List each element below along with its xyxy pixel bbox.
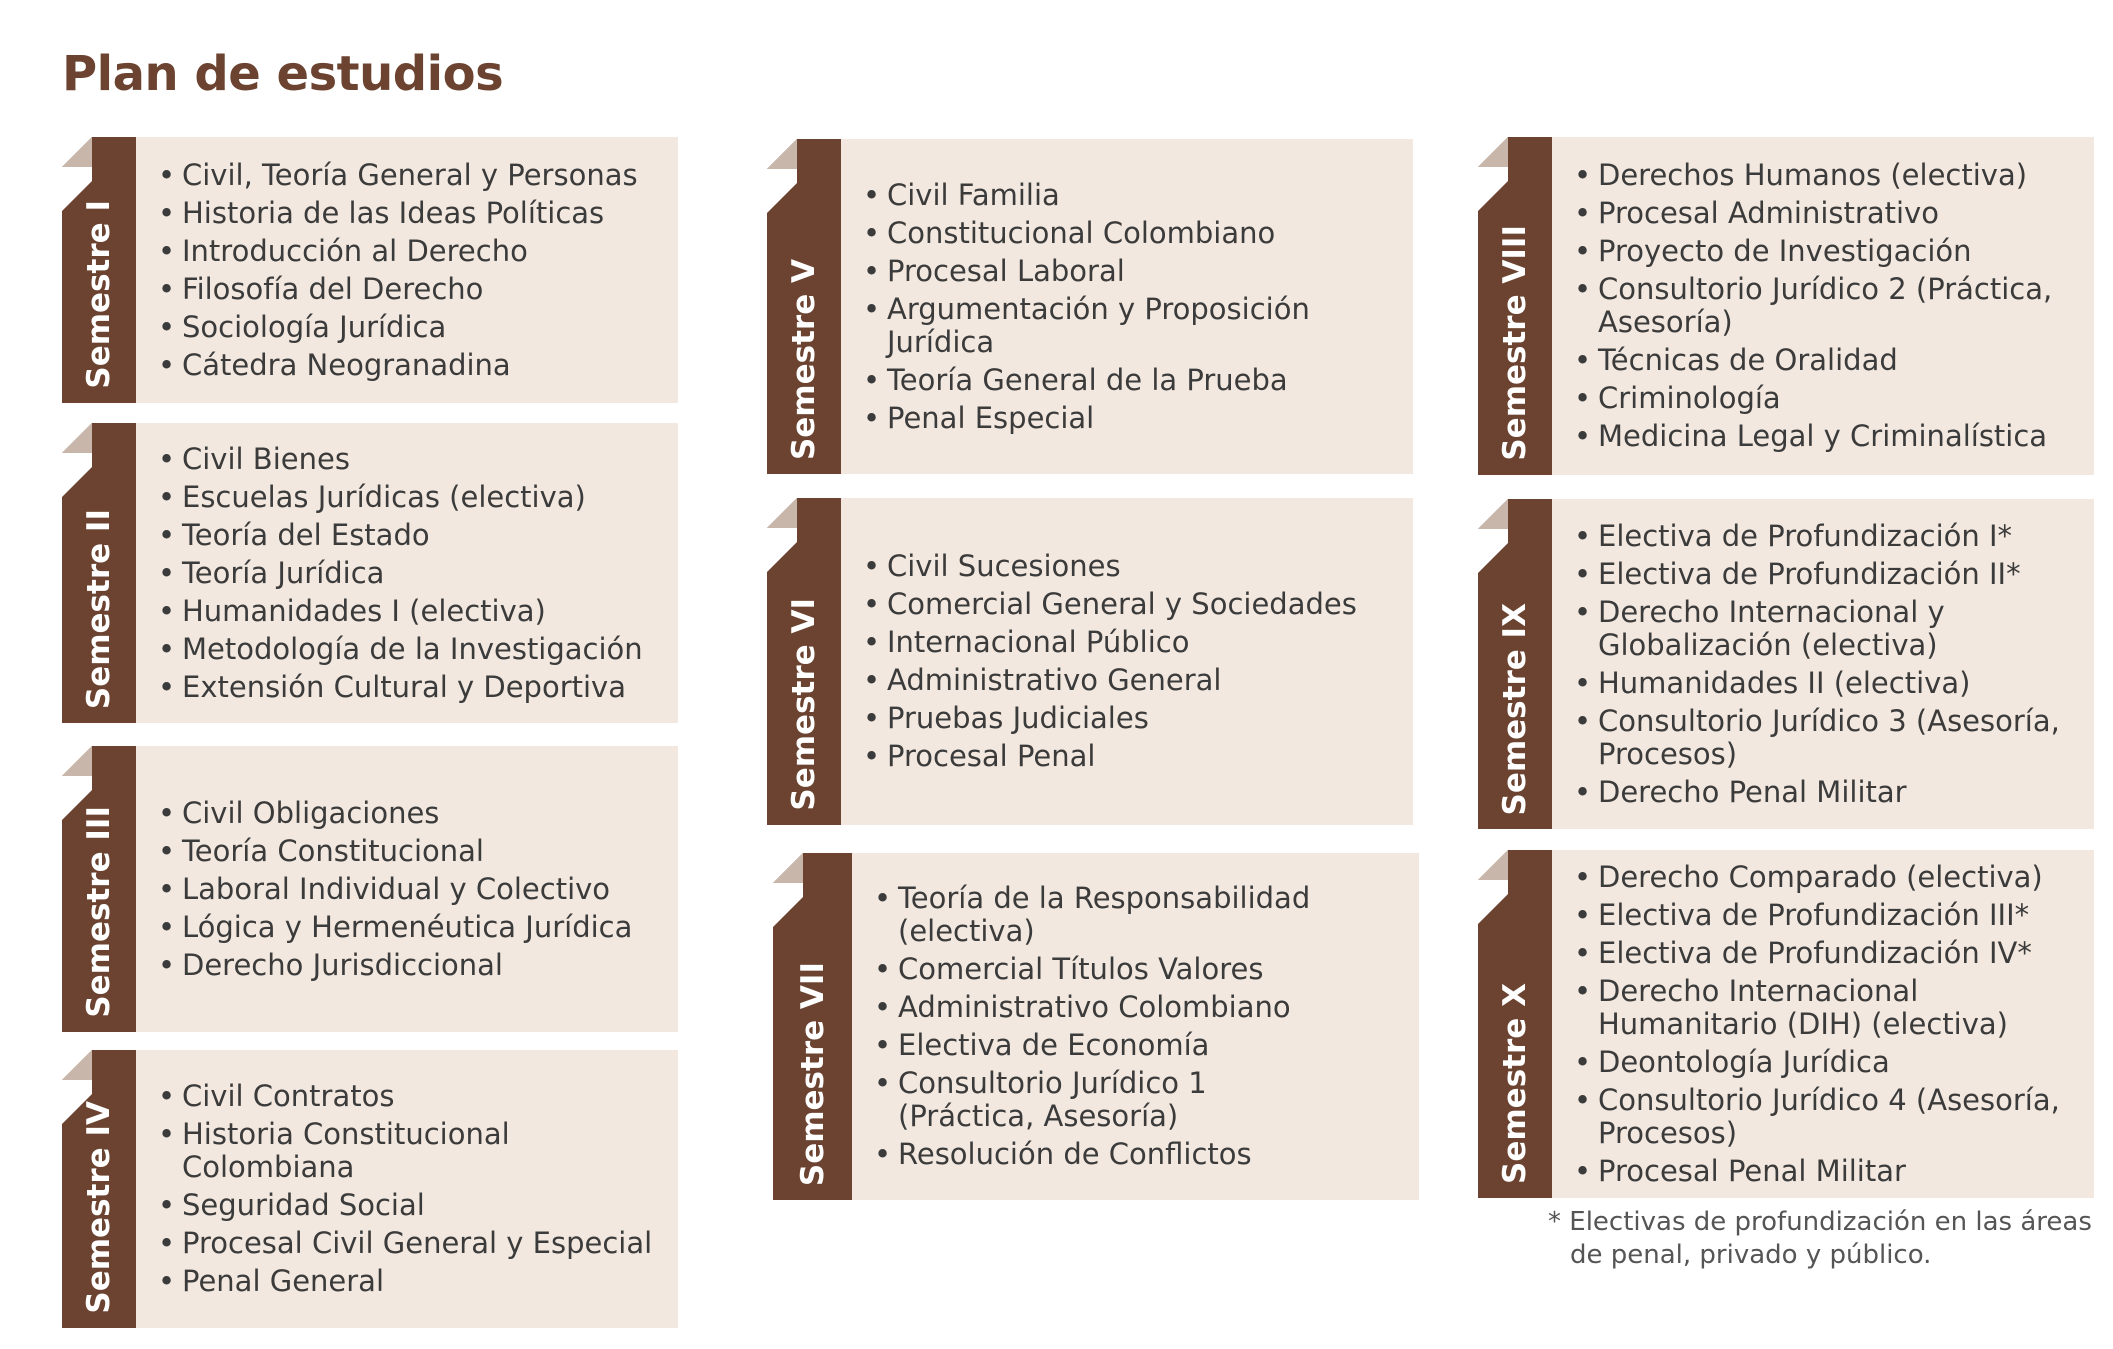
- semester-tab: [1478, 499, 1552, 829]
- course-item: • Introducción al Derecho: [158, 235, 638, 268]
- course-item: • Derecho Jurisdiccional: [158, 949, 632, 982]
- course-item: • Consultorio Jurídico 3 (Asesoría, Procesos): [1574, 705, 2074, 771]
- course-item: • Penal General: [158, 1265, 668, 1298]
- semester-tab: [62, 746, 136, 1032]
- semester-card-5: [767, 139, 1413, 474]
- course-item: • Civil, Teoría General y Personas: [158, 159, 638, 192]
- course-item: • Administrativo Colombiano: [874, 991, 1344, 1024]
- course-item: • Consultorio Jurídico 4 (Asesoría, Procesos): [1574, 1084, 2084, 1150]
- course-item: • Derecho Penal Militar: [1574, 776, 2074, 809]
- course-item: • Procesal Penal Militar: [1574, 1155, 2084, 1188]
- course-item: • Civil Familia: [863, 179, 1333, 212]
- course-item: • Penal Especial: [863, 402, 1333, 435]
- semester-label: Semestre III: [81, 806, 117, 1018]
- course-list: [136, 1075, 678, 1303]
- semester-card-8: [1478, 137, 2094, 475]
- semester-label: Semestre IV: [81, 1101, 117, 1314]
- course-item: • Procesal Civil General y Especial: [158, 1227, 668, 1260]
- course-item: • Electiva de Profundización I*: [1574, 520, 2074, 553]
- course-item: • Constitucional Colombiano: [863, 217, 1333, 250]
- semester-tab: [1478, 850, 1552, 1198]
- course-item: • Escuelas Jurídicas (electiva): [158, 481, 643, 514]
- course-item: • Teoría Constitucional: [158, 835, 632, 868]
- semester-label: Semestre II: [81, 508, 117, 709]
- course-item: • Humanidades II (electiva): [1574, 667, 2074, 700]
- course-item: • Técnicas de Oralidad: [1574, 344, 2074, 377]
- course-item: • Sociología Jurídica: [158, 311, 638, 344]
- semester-tab: [773, 853, 852, 1200]
- corner-fold-icon: [767, 498, 841, 572]
- course-item: • Derechos Humanos (electiva): [1574, 159, 2074, 192]
- course-item: • Historia Constitucional Colombiana: [158, 1118, 668, 1184]
- course-item: • Electiva de Profundización II*: [1574, 558, 2074, 591]
- course-item: • Filosofía del Derecho: [158, 273, 638, 306]
- semester-tab: [767, 498, 841, 825]
- semester-tab: [767, 139, 841, 474]
- course-item: • Teoría de la Responsabilidad (electiva): [874, 882, 1344, 948]
- semester-label: Semestre VII: [794, 961, 831, 1186]
- course-item: • Civil Contratos: [158, 1080, 668, 1113]
- semester-card-2: [62, 423, 678, 723]
- semester-tab: [62, 1050, 136, 1328]
- course-list: [852, 877, 1354, 1176]
- semester-card-1: [62, 137, 678, 403]
- course-item: • Extensión Cultural y Deportiva: [158, 671, 643, 704]
- course-list: [1552, 154, 2084, 458]
- course-item: • Comercial General y Sociedades: [863, 588, 1357, 621]
- course-list: [136, 792, 642, 987]
- semester-label: Semestre I: [81, 200, 117, 389]
- course-item: • Procesal Penal: [863, 740, 1357, 773]
- course-item: • Criminología: [1574, 382, 2074, 415]
- course-item: • Cátedra Neogranadina: [158, 349, 638, 382]
- course-list: [841, 545, 1367, 778]
- semester-label: Semestre X: [1497, 983, 1533, 1184]
- semester-card-3: [62, 746, 678, 1032]
- semester-tab: [62, 423, 136, 723]
- course-item: • Civil Sucesiones: [863, 550, 1357, 583]
- course-item: • Electiva de Profundización IV*: [1574, 937, 2084, 970]
- corner-fold-icon: [773, 853, 847, 927]
- course-item: • Consultorio Jurídico 2 (Práctica, Asesoría): [1574, 273, 2074, 339]
- semester-label: Semestre IX: [1497, 602, 1533, 815]
- semester-card-4: [62, 1050, 678, 1328]
- semester-label: Semestre V: [786, 258, 822, 460]
- semester-label: Semestre VI: [786, 598, 822, 811]
- course-list: [1552, 856, 2094, 1193]
- course-item: • Procesal Laboral: [863, 255, 1333, 288]
- course-item: • Civil Bienes: [158, 443, 643, 476]
- course-item: • Administrativo General: [863, 664, 1357, 697]
- course-item: • Derecho Internacional y Globalización (electiva): [1574, 596, 2074, 662]
- course-item: • Medicina Legal y Criminalística: [1574, 420, 2074, 453]
- course-item: • Internacional Público: [863, 626, 1357, 659]
- course-item: • Metodología de la Investigación: [158, 633, 643, 666]
- page-title: Plan de estudios: [62, 46, 504, 102]
- course-item: • Teoría del Estado: [158, 519, 643, 552]
- semester-card-9: [1478, 499, 2094, 829]
- corner-fold-icon: [767, 139, 841, 213]
- semester-tab: [1478, 137, 1552, 475]
- semester-label: Semestre VIII: [1497, 225, 1533, 461]
- footnote: * Electivas de profundización en las áreas de penal, privado y público.: [1548, 1207, 2092, 1270]
- course-item: • Derecho Comparado (electiva): [1574, 861, 2084, 894]
- course-item: • Electiva de Profundización III*: [1574, 899, 2084, 932]
- course-item: • Humanidades I (electiva): [158, 595, 643, 628]
- course-item: • Procesal Administrativo: [1574, 197, 2074, 230]
- semester-tab: [62, 137, 136, 403]
- course-item: • Comercial Títulos Valores: [874, 953, 1344, 986]
- course-list: [841, 174, 1343, 440]
- course-item: • Seguridad Social: [158, 1189, 668, 1222]
- corner-fold-icon: [1478, 499, 1552, 573]
- course-item: • Consultorio Jurídico 1 (Práctica, Asesoría): [874, 1067, 1344, 1133]
- course-item: • Deontología Jurídica: [1574, 1046, 2084, 1079]
- corner-fold-icon: [1478, 850, 1552, 924]
- course-item: • Historia de las Ideas Políticas: [158, 197, 638, 230]
- course-item: • Electiva de Economía: [874, 1029, 1344, 1062]
- course-list: [136, 154, 648, 387]
- corner-fold-icon: [1478, 137, 1552, 211]
- semester-card-10: [1478, 850, 2094, 1198]
- course-item: • Resolución de Conflictos: [874, 1138, 1344, 1171]
- course-item: • Civil Obligaciones: [158, 797, 632, 830]
- course-item: • Pruebas Judiciales: [863, 702, 1357, 735]
- course-item: • Derecho Internacional Humanitario (DIH) (electiva): [1574, 975, 2084, 1041]
- course-item: • Laboral Individual y Colectivo: [158, 873, 632, 906]
- course-list: [136, 438, 653, 709]
- course-item: • Lógica y Hermenéutica Jurídica: [158, 911, 632, 944]
- semester-card-6: [767, 498, 1413, 825]
- corner-fold-icon: [62, 423, 136, 497]
- course-list: [1552, 515, 2084, 814]
- semester-card-7: [773, 853, 1419, 1200]
- course-item: • Teoría General de la Prueba: [863, 364, 1333, 397]
- course-item: • Teoría Jurídica: [158, 557, 643, 590]
- course-item: • Proyecto de Investigación: [1574, 235, 2074, 268]
- course-item: • Argumentación y Proposición Jurídica: [863, 293, 1333, 359]
